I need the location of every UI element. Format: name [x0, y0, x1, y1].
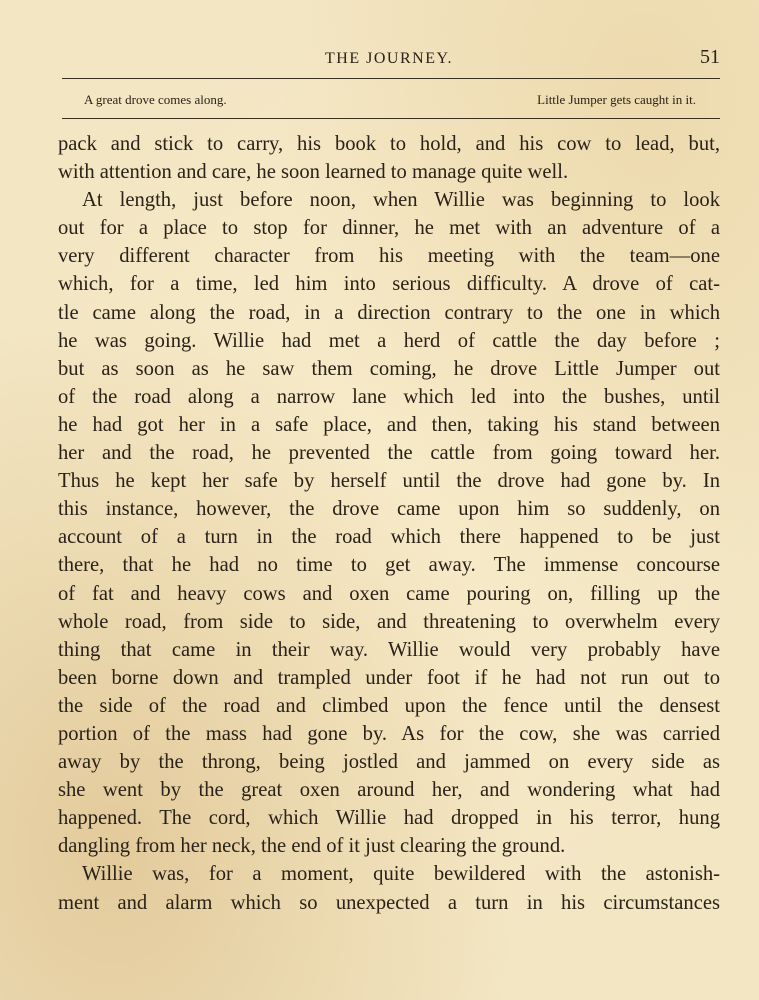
text-line: this instance, however, the drove came upon him so suddenly, on: [58, 498, 720, 521]
side-heading-right: Little Jumper gets caught in it.: [537, 92, 696, 107]
text-line: he was going. Willie had met a herd of cattle the day before ;: [58, 329, 720, 352]
text-line: dangling from her neck, the end of it just clearing the ground.: [58, 835, 566, 858]
text-line: Willie was, for a moment, quite bewildered with the astonish-: [82, 863, 720, 886]
text-line: At length, just before noon, when Willie was beginning to look: [82, 189, 720, 212]
text-line: there, that he had no time to get away. The immense concourse: [58, 554, 720, 577]
text-line: with attention and care, he soon learned to manage quite well.: [58, 161, 569, 184]
header-rule-bottom: [62, 118, 720, 119]
text-line: her and the road, he prevented the cattle from going toward her.: [58, 442, 720, 465]
running-title: THE JOURNEY.: [325, 50, 453, 67]
text-line: tle came along the road, in a direction contrary to the one in which: [58, 301, 720, 324]
text-line: of the road along a narrow lane which led into the bushes, until: [58, 385, 720, 408]
page-number: 51: [700, 46, 720, 68]
running-head: [58, 46, 720, 72]
text-line: pack and stick to carry, his book to hold, and his cow to lead, but,: [58, 133, 720, 155]
text-line: portion of the mass had gone by. As for the cow, she was carried: [58, 722, 720, 745]
text-line: account of a turn in the road which there happened to be just: [58, 526, 720, 549]
paragraph: [58, 186, 720, 860]
paragraph: [58, 860, 720, 916]
text-line: of fat and heavy cows and oxen came pouring on, filling up the: [58, 582, 720, 605]
text-line: happened. The cord, which Willie had dropped in his terror, hung: [58, 807, 720, 830]
text-line: Thus he kept her safe by herself until the drove had gone by. In: [58, 470, 720, 493]
text-line: thing that came in their way. Willie would very probably have: [58, 638, 720, 661]
paragraph: [58, 130, 720, 186]
header-rule-top: [62, 78, 720, 79]
text-line: very different character from his meeting with the team—one: [58, 245, 720, 268]
text-line: been borne down and trampled under foot if he had not run out to: [58, 666, 720, 689]
text-line: but as soon as he saw them coming, he drove Little Jumper out: [58, 357, 720, 380]
text-line: out for a place to stop for dinner, he met with an adventure of a: [58, 217, 720, 240]
text-line: she went by the great oxen around her, and wondering what had: [58, 779, 720, 802]
text-line: the side of the road and climbed upon the fence until the densest: [58, 694, 720, 717]
text-line: he had got her in a safe place, and then, taking his stand between: [58, 413, 720, 436]
side-heading-left: A great drove comes along.: [84, 92, 227, 107]
text-line: away by the throng, being jostled and jammed on every side as: [58, 751, 720, 774]
text-line: ment and alarm which so unexpected a turn in his circumstances: [58, 891, 720, 914]
text-line: which, for a time, led him into serious difficulty. A drove of cat-: [58, 273, 720, 296]
text-line: whole road, from side to side, and threatening to overwhelm every: [58, 610, 720, 633]
body-text: [58, 130, 720, 917]
